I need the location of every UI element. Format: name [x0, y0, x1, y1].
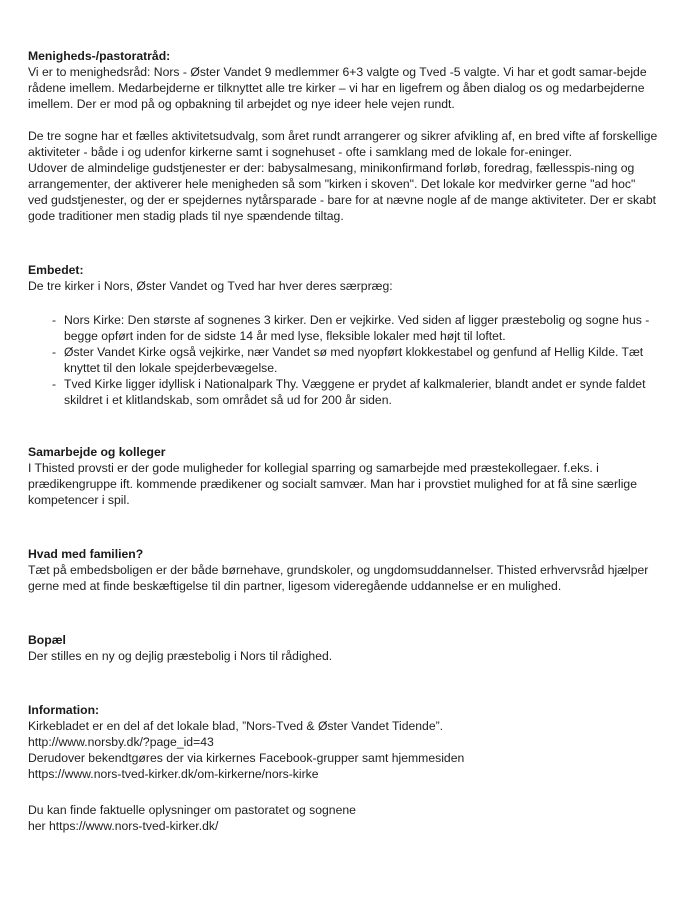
- church-list: [28, 312, 658, 408]
- list-item: - Øster Vandet Kirke også vejkirke, nær Vandet sø med nyopført klokkestabel og genfund af Hellig Kilde. Tæt knyttet til den lokale spejderbevægelse.: [52, 345, 644, 375]
- heading-embedet: Embedet:: [28, 263, 84, 277]
- heading-bopael: Bopæl: [28, 633, 66, 647]
- section-familien: [28, 546, 658, 594]
- paragraph: De tre kirker i Nors, Øster Vandet og Tved har hver deres særpræg:: [28, 279, 393, 293]
- paragraph: Derudover bekendtgøres der via kirkernes Facebook-grupper samt hjemmesiden: [28, 751, 465, 765]
- paragraph: Du kan finde faktuelle oplysninger om pastoratet og sognene: [28, 803, 356, 817]
- section-samarbejde: [28, 444, 658, 508]
- nors-tved-kirker-link[interactable]: https://www.nors-tved-kirker.dk/: [49, 819, 219, 833]
- paragraph: Tæt på embedsboligen er der både børnehave, grundskoler, og ungdomsuddannelser. Thisted erhvervsråd hjælper gerne med at finde beskæftigelse til din partner, ligesom videregående uddannelse er en mulighed.: [28, 563, 649, 593]
- heading-menighedsraad: Menigheds-/pastoratråd:: [28, 49, 171, 63]
- list-item: - Tved Kirke ligger idyllisk i Nationalpark Thy. Væggene er prydet af kalkmalerier, blandt andet er synde faldet skildret i et klitlandskab, som området så ud for 200 år siden.: [52, 377, 646, 407]
- nors-kirke-link[interactable]: https://www.nors-tved-kirker.dk/om-kirkerne/nors-kirke: [28, 767, 319, 781]
- paragraph: I Thisted provsti er der gode muligheder for kollegial sparring og samarbejde med præstekollegaer. f.eks. i prædikengruppe ift. kommende prædikener og socialt samvær. Man har i provstiet mulighed for at få sine særlige kompetencer i spil.: [28, 461, 637, 507]
- heading-familien: Hvad med familien?: [28, 547, 144, 561]
- dash-bullet: -: [52, 377, 57, 391]
- section-menighedsraad: [28, 48, 658, 224]
- paragraph: Der stilles en ny og dejlig præstebolig i Nors til rådighed.: [28, 649, 333, 663]
- section-embedet: [28, 262, 658, 408]
- paragraph: Udover de almindelige gudstjenester er der: babysalmesang, minikonfirmand forløb, foredrag, fællesspis-ning og arrangementer, der aktiverer hele menigheden så som "kirken i skoven". Det lokale kor medvirker gerne "ad hoc" ved gudstjenester, og der er spejdernes nytårsparade - bare for at nævne nogle af de mange aktiviteter. Der er skabt gode traditioner men stadig plads til nye spændende tiltag.: [28, 161, 657, 223]
- paragraph: Kirkebladet er en del af det lokale blad, ”Nors-Tved & Øster Vandet Tidende”.: [28, 719, 444, 733]
- norsby-link[interactable]: http://www.norsby.dk/?page_id=43: [28, 735, 214, 749]
- section-information: [28, 702, 658, 834]
- list-item: - Nors Kirke: Den største af sognenes 3 kirker. Den er vejkirke. Ved siden af ligger præstebolig og sogne hus - begge opført inden for de sidste 14 år med lyse, fleksible lokaler med højt til loftet.: [52, 313, 650, 343]
- dash-bullet: -: [52, 345, 57, 359]
- document-page: [28, 48, 658, 834]
- paragraph: Vi er to menighedsråd: Nors - Øster Vandet 9 medlemmer 6+3 valgte og Tved -5 valgte. Vi har et godt samar-bejde rådene imellem. Medarbejderne er tilknyttet alle tre kirker – vi har en ligefrem og åben dialog os og medarbejderne imellem. Der er mod på og opbakning til arbejdet og nye ideer hele vejen rundt.: [28, 65, 647, 111]
- here-prefix: her: [28, 819, 50, 833]
- section-bopael: [28, 632, 658, 664]
- heading-information: Information:: [28, 703, 100, 717]
- heading-samarbejde: Samarbejde og kolleger: [28, 445, 166, 459]
- dash-bullet: -: [52, 313, 57, 327]
- paragraph: De tre sogne har et fælles aktivitetsudvalg, som året rundt arrangerer og sikrer afvikling af, en bred vifte af forskellige aktiviteter - både i og udenfor kirkerne samt i sognehuset - ofte i samklang med de lokale for-eninger.: [28, 129, 658, 159]
